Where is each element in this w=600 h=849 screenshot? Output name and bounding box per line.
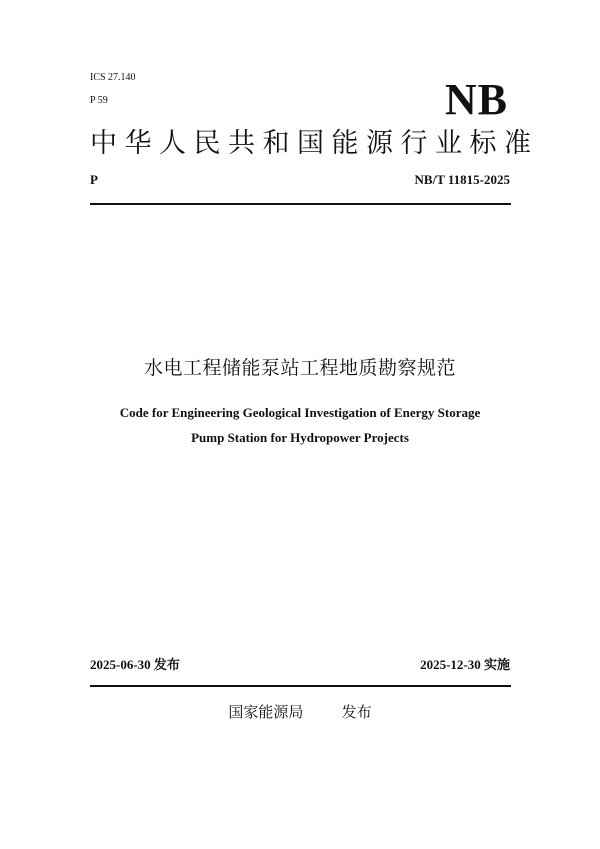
bottom-divider (90, 685, 511, 687)
english-title-line-2: Pump Station for Hydropower Projects (191, 430, 409, 445)
chinese-title: 水电工程储能泵站工程地质勘察规范 (143, 357, 456, 379)
publisher-line (0, 702, 600, 722)
top-divider (90, 203, 511, 205)
standard-number: NB/T 11815-2025 (414, 172, 510, 187)
issue-date: 2025-06-30 发布 (90, 657, 180, 672)
english-title-line-1: Code for Engineering Geological Investigation of Energy Storage (119, 405, 481, 420)
nb-logo: NB (444, 75, 508, 124)
ccs-code: P 59 (90, 95, 108, 106)
implementation-date: 2025-12-30 实施 (420, 657, 510, 672)
publisher-name: 国家能源局 (228, 703, 304, 721)
category-code: P (90, 172, 98, 187)
issue-label: 发布 (341, 703, 372, 721)
standard-type-heading: 中华人民共和国能源行业标准 (90, 128, 539, 159)
ics-code: ICS 27.140 (90, 72, 136, 83)
